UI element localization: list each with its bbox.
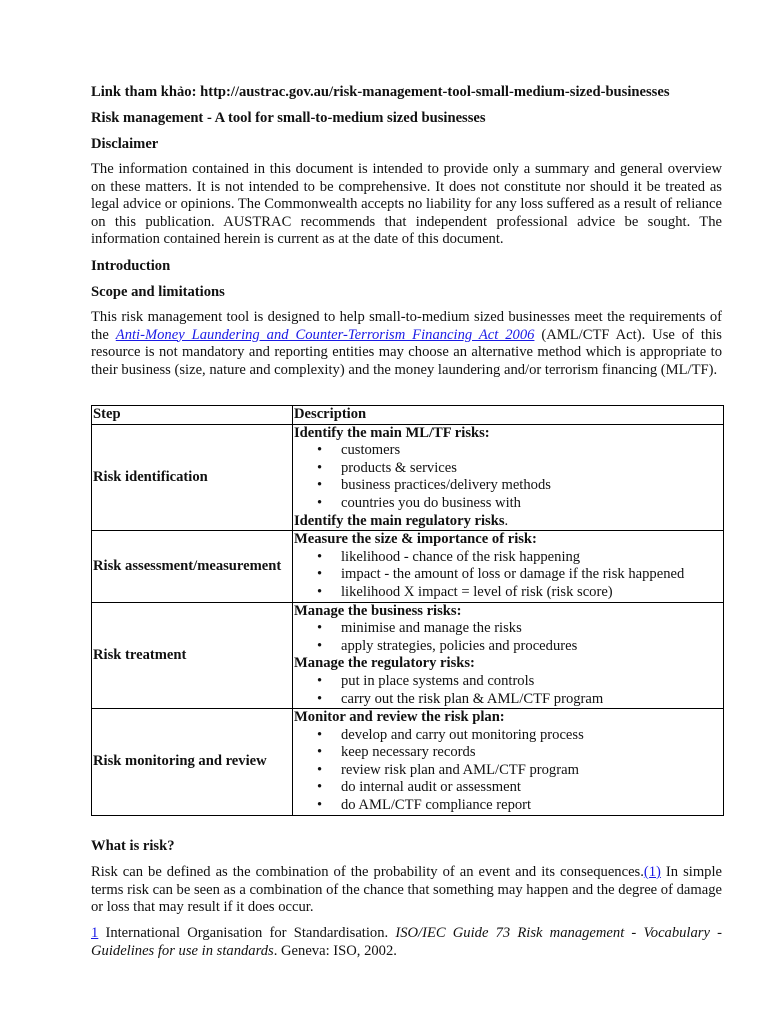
step-cell: Risk assessment/measurement xyxy=(92,531,293,602)
description-cell xyxy=(293,602,724,709)
footnote xyxy=(91,925,722,960)
description-subheading: Manage the business risks: xyxy=(294,602,462,619)
description-subheading: Manage the regulatory risks: xyxy=(294,655,475,672)
description-cell xyxy=(293,709,724,816)
footnote-ref-link[interactable]: (1) xyxy=(643,864,661,880)
list-item: • likelihood X impact = level of risk (risk score) xyxy=(341,584,723,602)
act-link[interactable] xyxy=(116,327,535,343)
what-is-risk-text xyxy=(91,864,722,917)
disclaimer-text: The information contained in this document is intended to provide only a summary and general overview on these matters. It is not intended to be comprehensive. It does not constitute nor should it be treated as legal advice or opinions. The Commonwealth accepts no liability for any loss suffered as a result of reliance on this publication. AUSTRAC recommends that independent professional advice be sought. The information contained herein is current as at the date of this document. xyxy=(91,161,722,248)
list-item: • carry out the risk plan & AML/CTF program xyxy=(341,691,723,709)
header-description: Description xyxy=(293,406,724,425)
table-row xyxy=(92,709,724,816)
act-link-label: Anti-Money Laundering and Counter-Terrorism Financing Act 2006 xyxy=(115,326,535,343)
list-item: • keep necessary records xyxy=(341,744,723,762)
list-item: • put in place systems and controls xyxy=(341,673,723,691)
step-cell: Risk identification xyxy=(92,424,293,531)
list-item: • business practices/delivery methods xyxy=(341,477,723,495)
risk-text-before: Risk can be defined as the combination of the probability of an event and its consequences. xyxy=(91,864,644,880)
document-title: Risk management - A tool for small-to-medium sized businesses xyxy=(91,110,486,126)
description-subheading: Identify the main regulatory risks xyxy=(294,512,505,529)
list-item: • apply strategies, policies and procedures xyxy=(341,638,723,656)
footnote-italic-title: ISO/IEC Guide 73 Risk management - Vocabulary - Guidelines for use in standards xyxy=(91,925,722,959)
risk-steps-table xyxy=(91,405,724,816)
reference-label: Link tham khảo: xyxy=(91,84,201,100)
list-item: • minimise and manage the risks xyxy=(341,620,723,638)
risk-text-after: In simple terms risk can be seen as a combination of the chance that something may happen and the degree of damage or loss that may result if it does occur. xyxy=(91,864,723,916)
bullet-list xyxy=(294,620,723,655)
list-item: • review risk plan and AML/CTF program xyxy=(341,762,723,780)
table-row xyxy=(92,602,724,709)
bullet-list xyxy=(294,442,723,512)
reference-url[interactable]: http://austrac.gov.au/risk-management-tool-small-medium-sized-businesses xyxy=(200,84,670,100)
scope-text-before: This risk management tool is designed to help small-to-medium sized businesses meet the requirements of the xyxy=(91,309,722,343)
description-cell xyxy=(293,424,724,531)
footnote-text-before: International Organisation for Standardisation. xyxy=(98,925,396,941)
footnote-text-after: . Geneva: ISO, 2002. xyxy=(273,942,397,959)
step-cell: Risk treatment xyxy=(92,602,293,709)
description-subheading: Identify the main ML/TF risks: xyxy=(294,424,490,441)
subheading-suffix: . xyxy=(504,512,509,529)
what-is-risk-heading: What is risk? xyxy=(91,838,175,854)
footnote-number-link[interactable]: 1 xyxy=(91,925,99,941)
list-item: • impact - the amount of loss or damage if the risk happened xyxy=(341,566,723,584)
scope-text xyxy=(91,309,722,379)
list-item: • do internal audit or assessment xyxy=(341,779,723,797)
list-item: • do AML/CTF compliance report xyxy=(341,797,723,815)
description-cell xyxy=(293,531,724,602)
list-item: • customers xyxy=(341,442,723,460)
header-step: Step xyxy=(92,406,293,425)
bullet-list xyxy=(294,673,723,708)
description-subheading-line xyxy=(294,513,723,531)
introduction-heading: Introduction xyxy=(91,258,171,274)
scope-text-after: (AML/CTF Act). Use of this resource is not mandatory and reporting entities may choose an alternative method which is appropriate to their business (size, nature and complexity) and the money laundering and/or terrorism financing (ML/TF). xyxy=(91,326,722,378)
table-row xyxy=(92,531,724,602)
list-item: • products & services xyxy=(341,460,723,478)
list-item: • countries you do business with xyxy=(341,495,723,513)
table-header-row xyxy=(92,406,724,425)
description-subheading: Measure the size & importance of risk: xyxy=(294,531,537,548)
disclaimer-heading: Disclaimer xyxy=(91,136,159,152)
table-row xyxy=(92,424,724,531)
description-subheading: Monitor and review the risk plan: xyxy=(294,709,505,726)
step-cell: Risk monitoring and review xyxy=(92,709,293,816)
reference-link-line xyxy=(91,84,731,102)
bullet-list xyxy=(294,549,723,602)
bullet-list xyxy=(294,727,723,815)
list-item: • likelihood - chance of the risk happening xyxy=(341,549,723,567)
list-item: • develop and carry out monitoring process xyxy=(341,727,723,745)
scope-heading: Scope and limitations xyxy=(91,284,225,300)
